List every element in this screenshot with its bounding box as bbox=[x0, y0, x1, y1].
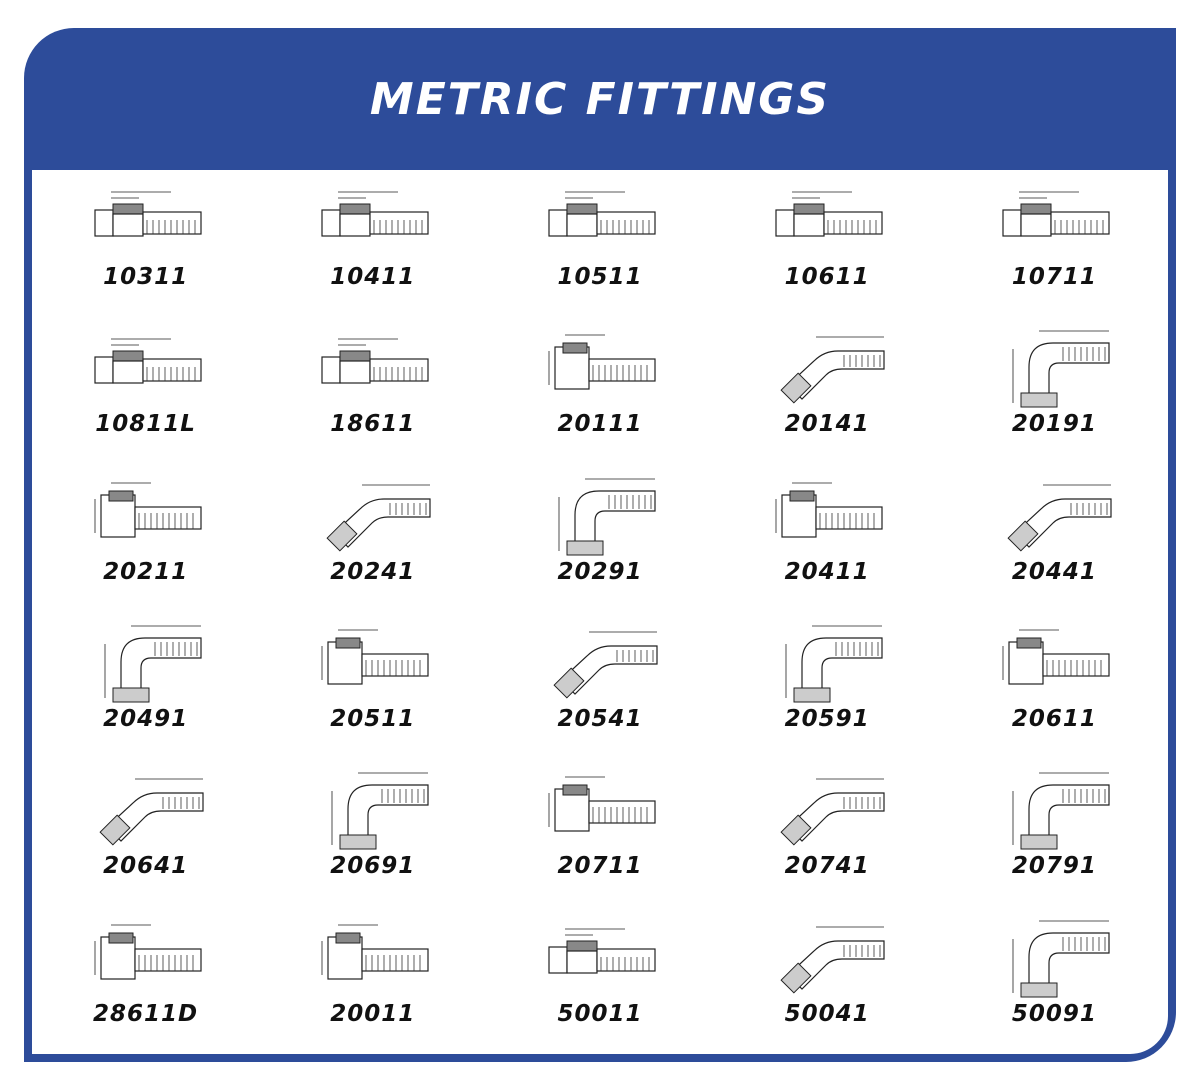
fitting-code: 10611 bbox=[784, 264, 870, 290]
fitting-item bbox=[941, 759, 1168, 906]
fitting-item bbox=[486, 759, 713, 906]
fitting-diagram-icon bbox=[762, 323, 892, 413]
fitting-code: 20141 bbox=[784, 411, 870, 438]
fitting-diagram-icon bbox=[989, 913, 1119, 1003]
fitting-code: 20491 bbox=[103, 705, 189, 732]
fitting-diagram-icon bbox=[535, 471, 665, 561]
fitting-code: 50041 bbox=[784, 1000, 870, 1027]
fitting-item bbox=[486, 612, 713, 759]
fitting-diagram-icon bbox=[762, 765, 892, 855]
fitting-code: 20291 bbox=[557, 558, 643, 585]
fitting-item bbox=[32, 465, 259, 612]
fitting-diagram-icon bbox=[535, 176, 665, 266]
fitting-diagram-icon bbox=[308, 176, 438, 266]
fitting-diagram-icon bbox=[762, 471, 892, 561]
fitting-code: 20511 bbox=[330, 705, 416, 732]
fitting-code: 20711 bbox=[557, 853, 643, 880]
fitting-code: 20541 bbox=[557, 705, 643, 732]
fitting-diagram-icon bbox=[308, 618, 438, 708]
fitting-diagram-icon bbox=[81, 618, 211, 708]
fitting-code: 20691 bbox=[330, 853, 416, 880]
fitting-item bbox=[941, 170, 1168, 317]
fitting-code: 28611D bbox=[93, 1000, 199, 1027]
fitting-diagram-icon bbox=[535, 323, 665, 413]
catalog-panel bbox=[32, 170, 1168, 1054]
frame bbox=[24, 28, 1176, 1062]
fitting-diagram-icon bbox=[308, 471, 438, 561]
fitting-diagram-icon bbox=[762, 913, 892, 1003]
fitting-code: 10511 bbox=[557, 264, 643, 290]
fitting-code: 50091 bbox=[1011, 1000, 1097, 1027]
fitting-diagram-icon bbox=[989, 471, 1119, 561]
fitting-item bbox=[32, 612, 259, 759]
fitting-code: 20791 bbox=[1011, 853, 1097, 880]
fitting-code: 18611 bbox=[330, 411, 416, 438]
fitting-item bbox=[486, 465, 713, 612]
fitting-diagram-icon bbox=[989, 176, 1119, 266]
fitting-code: 20741 bbox=[784, 853, 870, 880]
fitting-diagram-icon bbox=[535, 618, 665, 708]
fitting-code: 50011 bbox=[557, 1000, 643, 1027]
fitting-item bbox=[259, 317, 486, 464]
fitting-item bbox=[941, 612, 1168, 759]
fitting-item bbox=[941, 317, 1168, 464]
fitting-code: 20111 bbox=[557, 411, 643, 438]
fitting-diagram-icon bbox=[81, 176, 211, 266]
fitting-diagram-icon bbox=[762, 176, 892, 266]
fitting-diagram-icon bbox=[989, 765, 1119, 855]
fitting-code: 20011 bbox=[330, 1000, 416, 1027]
fitting-item bbox=[32, 170, 259, 317]
fitting-diagram-icon bbox=[81, 913, 211, 1003]
fitting-item bbox=[486, 317, 713, 464]
page-title: METRIC FITTINGS bbox=[369, 73, 831, 125]
fitting-item bbox=[259, 465, 486, 612]
fitting-code: 10811L bbox=[95, 411, 196, 438]
fitting-diagram-icon bbox=[81, 471, 211, 561]
fitting-diagram-icon bbox=[308, 323, 438, 413]
fitting-item bbox=[941, 907, 1168, 1054]
fitting-diagram-icon bbox=[535, 913, 665, 1003]
fitting-item bbox=[32, 317, 259, 464]
fitting-diagram-icon bbox=[308, 765, 438, 855]
fitting-item bbox=[714, 170, 941, 317]
fitting-item bbox=[32, 759, 259, 906]
fitting-code: 20611 bbox=[1011, 705, 1097, 732]
fitting-code: 20241 bbox=[330, 558, 416, 585]
fitting-diagram-icon bbox=[989, 618, 1119, 708]
fitting-item bbox=[941, 465, 1168, 612]
fitting-code: 20591 bbox=[784, 705, 870, 732]
fitting-code: 10411 bbox=[330, 264, 416, 290]
fitting-diagram-icon bbox=[308, 913, 438, 1003]
fitting-item bbox=[259, 907, 486, 1054]
fitting-code: 20441 bbox=[1011, 558, 1097, 585]
fitting-item bbox=[714, 317, 941, 464]
fitting-code: 10311 bbox=[103, 264, 189, 290]
fitting-item bbox=[486, 907, 713, 1054]
fitting-code: 20641 bbox=[103, 853, 189, 880]
fitting-diagram-icon bbox=[989, 323, 1119, 413]
fitting-diagram-icon bbox=[81, 765, 211, 855]
fitting-diagram-icon bbox=[762, 618, 892, 708]
fitting-code: 20411 bbox=[784, 558, 870, 585]
fitting-item bbox=[259, 170, 486, 317]
fitting-item bbox=[259, 612, 486, 759]
fitting-diagram-icon bbox=[81, 323, 211, 413]
fittings-grid bbox=[32, 170, 1168, 1054]
fitting-diagram-icon bbox=[535, 765, 665, 855]
fitting-code: 20211 bbox=[103, 558, 189, 585]
fitting-item bbox=[486, 170, 713, 317]
fitting-item bbox=[259, 759, 486, 906]
fitting-item bbox=[714, 612, 941, 759]
fitting-code: 20191 bbox=[1011, 411, 1097, 438]
fitting-item bbox=[714, 759, 941, 906]
fitting-item bbox=[32, 907, 259, 1054]
fitting-code: 10711 bbox=[1011, 264, 1097, 290]
fitting-item bbox=[714, 907, 941, 1054]
fitting-item bbox=[714, 465, 941, 612]
